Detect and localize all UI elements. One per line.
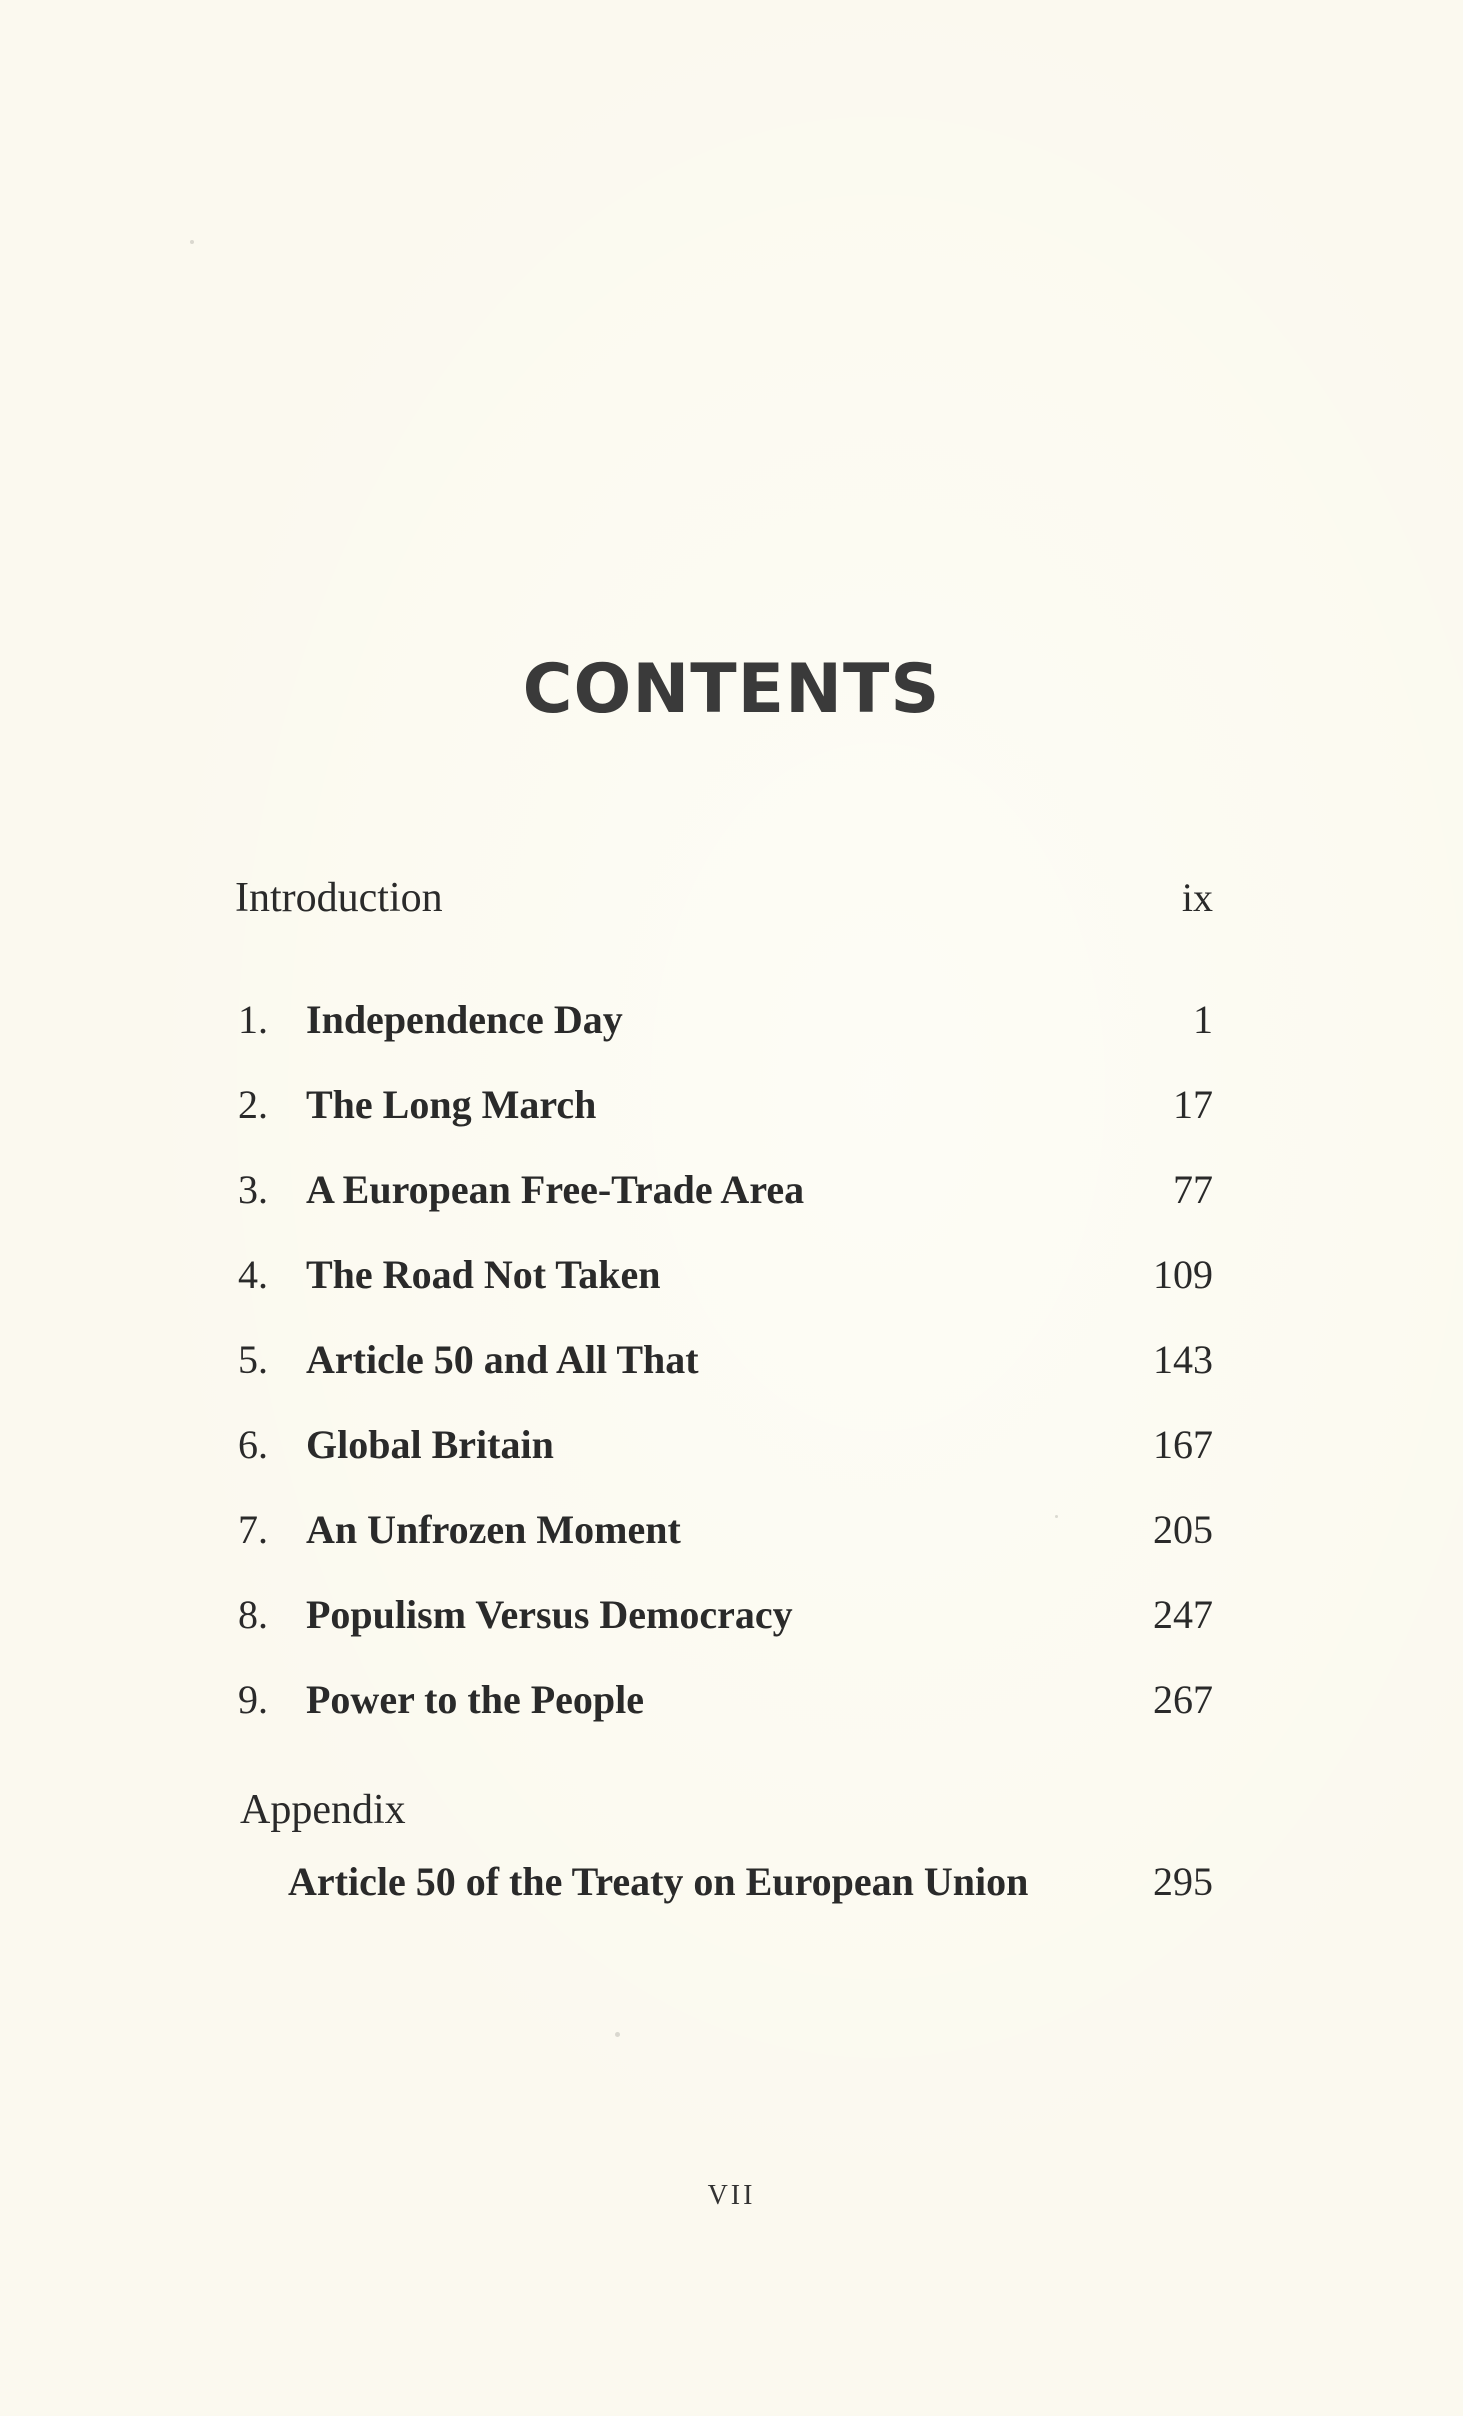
appendix-label: Appendix — [240, 1787, 406, 1833]
page-title: CONTENTS — [522, 650, 941, 729]
chapter-page: 1 — [1193, 997, 1213, 1042]
page-folio: VII — [707, 2180, 756, 2211]
toc-entry-chapter[interactable] — [0, 1330, 1463, 1390]
chapter-number: 5. — [238, 1337, 268, 1382]
chapter-title: The Long March — [306, 1082, 597, 1127]
toc-entry-chapter[interactable] — [0, 1585, 1463, 1645]
chapter-title: Power to the People — [306, 1677, 645, 1722]
paper-speck — [615, 2032, 620, 2037]
toc-entry-chapter[interactable] — [0, 1245, 1463, 1305]
toc-entry-introduction[interactable] — [0, 868, 1463, 928]
chapter-title: The Road Not Taken — [306, 1252, 661, 1297]
chapter-page: 109 — [1153, 1252, 1213, 1297]
appendix-page: 295 — [1153, 1859, 1213, 1904]
toc-entry-chapter[interactable] — [0, 1075, 1463, 1135]
chapter-number: 1. — [238, 997, 268, 1042]
chapter-number: 4. — [238, 1252, 268, 1297]
chapter-page: 77 — [1173, 1167, 1213, 1212]
toc-entry-chapter[interactable] — [0, 1670, 1463, 1730]
chapter-page: 267 — [1153, 1677, 1213, 1722]
chapter-page: 143 — [1153, 1337, 1213, 1382]
appendix-title: Article 50 of the Treaty on European Union — [288, 1859, 1029, 1904]
chapter-page: 205 — [1153, 1507, 1213, 1552]
chapter-number: 7. — [238, 1507, 268, 1552]
toc-entry-chapter[interactable] — [0, 1160, 1463, 1220]
chapter-page: 167 — [1153, 1422, 1213, 1467]
toc-entry-appendix[interactable] — [0, 1852, 1463, 1912]
toc-entry-page: ix — [1181, 875, 1213, 920]
chapter-number: 6. — [238, 1422, 268, 1467]
toc-entry-chapter[interactable] — [0, 1500, 1463, 1560]
chapter-page: 247 — [1153, 1592, 1213, 1637]
chapter-number: 2. — [238, 1082, 268, 1127]
toc-entry-label: Introduction — [235, 875, 443, 921]
appendix-heading — [0, 1780, 1463, 1840]
chapter-title: An Unfrozen Moment — [306, 1507, 681, 1552]
chapter-number: 9. — [238, 1677, 268, 1722]
chapter-title: A European Free-Trade Area — [306, 1167, 805, 1212]
chapter-number: 8. — [238, 1592, 268, 1637]
toc-entry-chapter[interactable] — [0, 1415, 1463, 1475]
chapter-number: 3. — [238, 1167, 268, 1212]
chapter-title: Global Britain — [306, 1422, 554, 1467]
chapter-page: 17 — [1173, 1082, 1213, 1127]
chapter-title: Populism Versus Democracy — [306, 1592, 793, 1637]
chapter-title: Article 50 and All That — [306, 1337, 699, 1382]
paper-speck — [190, 240, 194, 244]
chapter-title: Independence Day — [306, 997, 623, 1042]
toc-entry-chapter[interactable] — [0, 990, 1463, 1050]
